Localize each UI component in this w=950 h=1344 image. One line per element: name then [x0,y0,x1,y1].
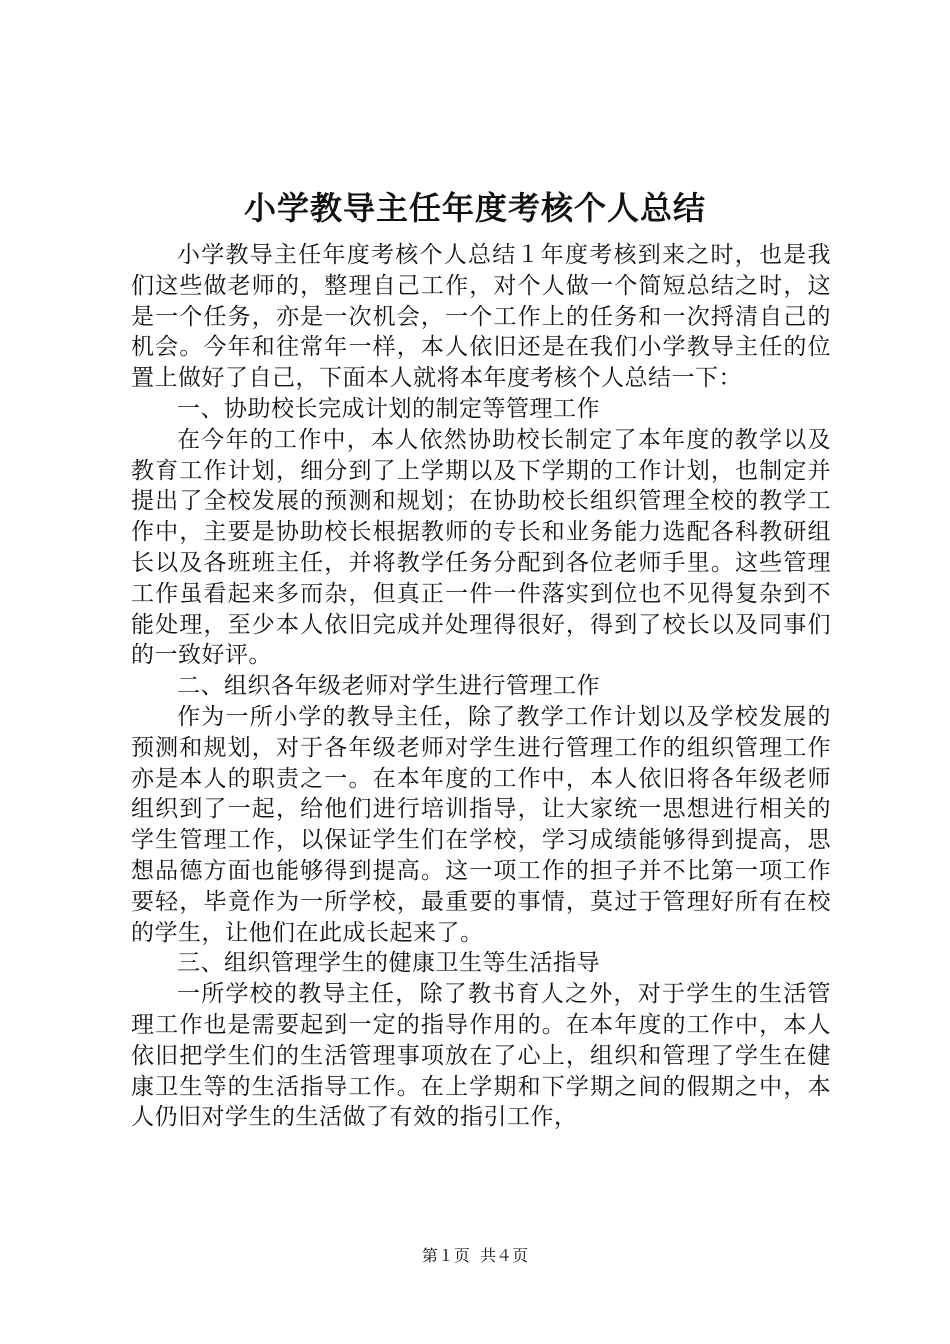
page-footer [0,1244,950,1268]
document-title: 小学教导主任年度考核个人总结 [243,189,706,227]
section-paragraph-2: 作为一所小学的教导主任，除了教学工作计划以及学校发展的预测和规划，对于各年级老师对学生进行管理工作的组织管理工作亦是本人的职责之一。在本年度的工作中，本人依旧将各年级老师组织到了一起，给他们进行培训指导，让大家统一思想进行相关的学生管理工作，以保证学生们在学校，学习成绩能够得到提高，思想品德方面也能够得到提高。这一项工作的担子并不比第一项工作要轻，毕竟作为一所学校，最重要的事情，莫过于管理好所有在校的学生，让他们在此成长起来了。 [131,703,831,946]
section-paragraph-1: 在今年的工作中，本人依然协助校长制定了本年度的教学以及教育工作计划，细分到了上学期以及下学期的工作计划，也制定并提出了全校发展的预测和规划；在协助校长组织管理全校的教学工作中，主要是协助校长根据教师的专长和业务能力选配各科教研组长以及各班班主任，并将教学任务分配到各位老师手里。这些管理工作虽看起来多而杂，但真正一件一件落实到位也不见得复杂到不能处理，至少本人依旧完成并处理得很好，得到了校长以及同事们的一致好评。 [131,426,831,669]
section-heading-3: 三、组织管理学生的健康卫生等生活指导 [177,950,600,977]
intro-paragraph: 小学教导主任年度考核个人总结１年度考核到来之时，也是我们这些做老师的，整理自己工作，对个人做一个简短总结之时，这是一个任务，亦是一次机会，一个工作上的任务和一次捋清自己的机会。今年和往常年一样，本人依旧还是在我们小学教导主任的位置上做好了自己，下面本人就将本年度考核个人总结一下： [131,242,831,392]
section-heading-2: 二、组织各年级老师对学生进行管理工作 [177,673,600,700]
section-heading-1: 一、协助校长完成计划的制定等管理工作 [177,395,600,422]
page-number: 第１页 共４页 [421,1246,529,1265]
document-body [131,240,831,1133]
section-paragraph-3: 一所学校的教导主任，除了教书育人之外，对于学生的生活管理工作也是需要起到一定的指导作用的。在本年度的工作中，本人依旧把学生们的生活管理事项放在了心上，组织和管理了学生在健康卫生等的生活指导工作。在上学期和下学期之间的假期之中，本人仍旧对学生的生活做了有效的指引工作， [131,981,831,1131]
